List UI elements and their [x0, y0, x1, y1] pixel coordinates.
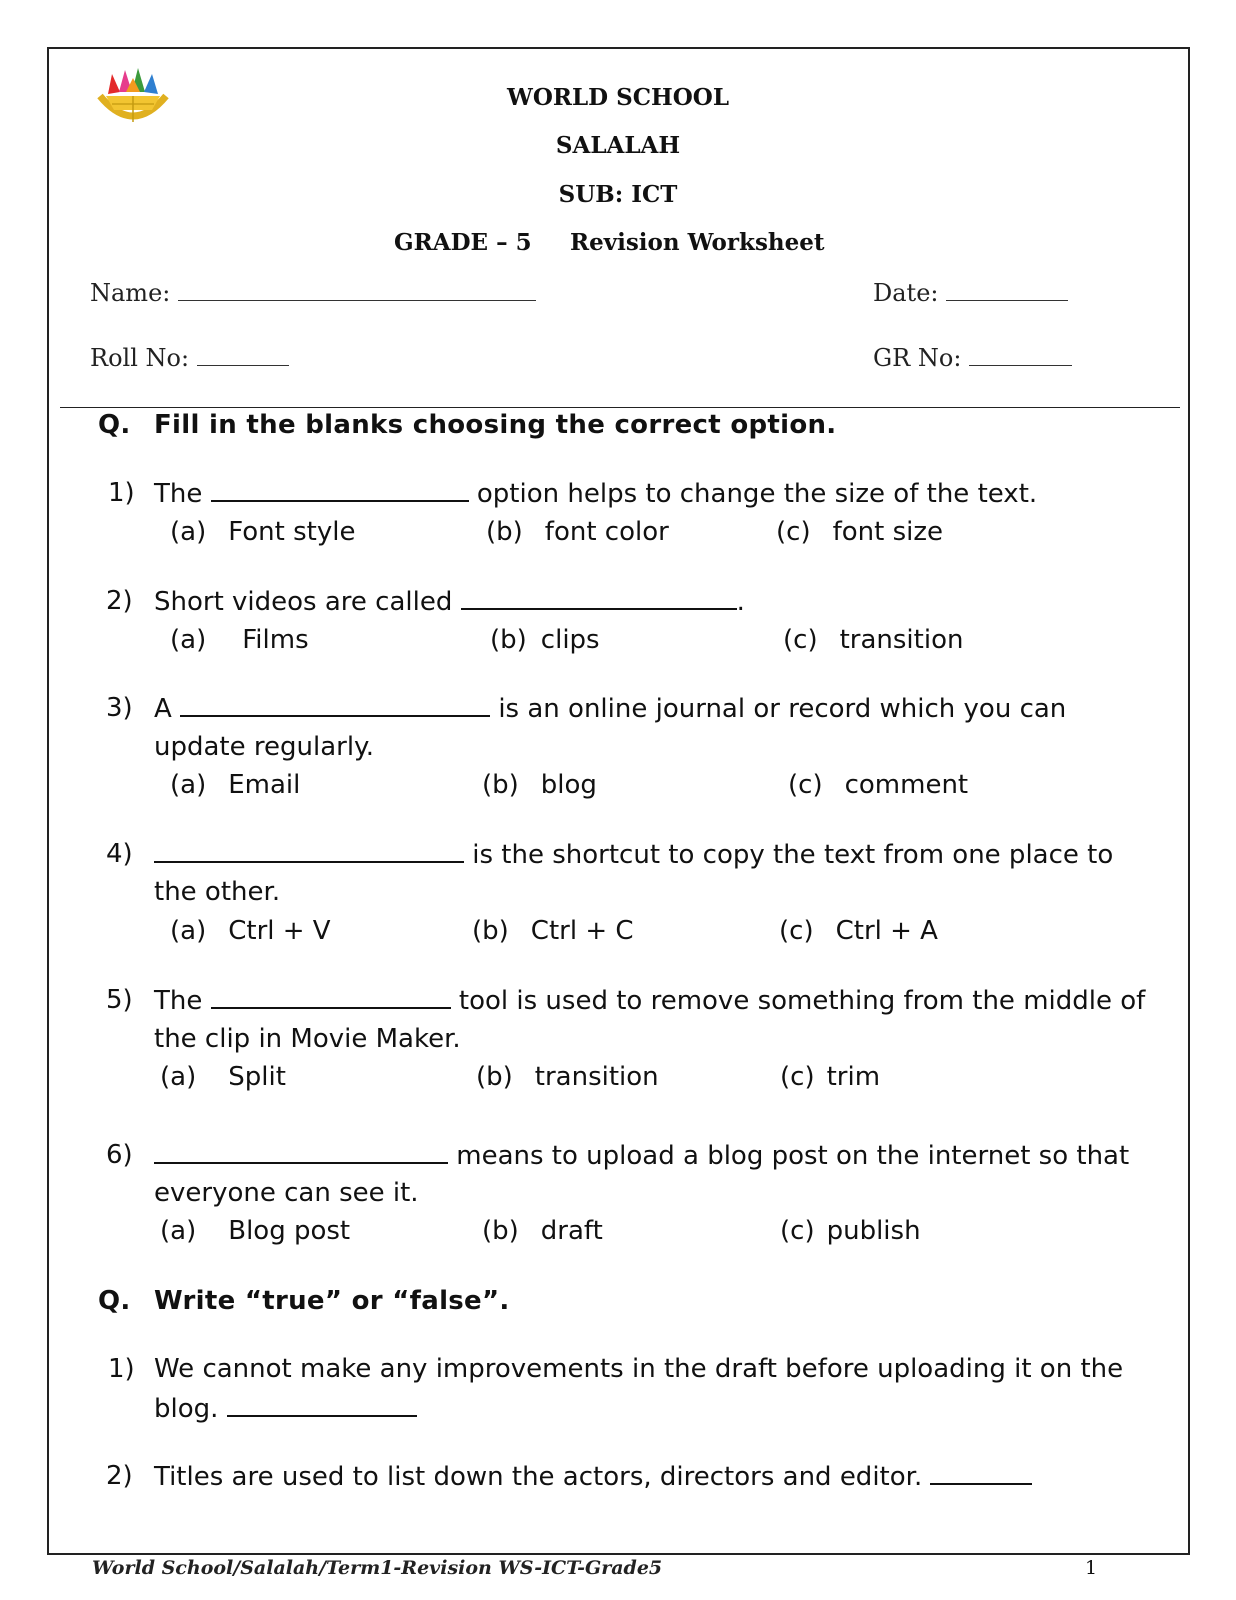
question-number: 6) — [106, 1140, 133, 1170]
worksheet-title: Revision Worksheet — [570, 229, 825, 256]
option-text: Font style — [228, 517, 356, 547]
option-text: Ctrl + A — [835, 916, 938, 946]
grade-label: GRADE – 5 — [394, 229, 532, 256]
option-c[interactable] — [779, 916, 938, 946]
question-4-continuation: the other. — [154, 877, 281, 907]
roll-field[interactable] — [90, 343, 289, 372]
answer-blank[interactable] — [211, 478, 469, 502]
question-4-text — [154, 839, 1113, 870]
option-letter: (c) — [783, 625, 818, 655]
option-b[interactable] — [482, 770, 597, 800]
option-text: draft — [540, 1216, 603, 1246]
option-a[interactable] — [170, 770, 300, 800]
question-text-post: is an online journal or record which you can — [498, 694, 1067, 724]
question-6-continuation: everyone can see it. — [154, 1178, 419, 1208]
option-letter: (a) — [170, 916, 207, 946]
question-3-text — [154, 693, 1066, 724]
tf-text-end: blog. — [154, 1394, 219, 1424]
question-number: 1) — [108, 478, 135, 508]
option-letter: (b) — [482, 1216, 519, 1246]
option-c[interactable] — [783, 625, 963, 655]
option-letter: (a) — [170, 517, 207, 547]
option-text: font size — [832, 517, 944, 547]
answer-blank[interactable] — [930, 1461, 1032, 1485]
option-text: publish — [826, 1216, 921, 1246]
option-text: clips — [540, 625, 600, 655]
answer-blank[interactable] — [180, 693, 490, 717]
subject-label: SUB: ICT — [558, 181, 678, 208]
option-text: transition — [534, 1062, 659, 1092]
option-text: Email — [228, 770, 301, 800]
gr-field[interactable] — [873, 343, 1072, 372]
option-letter: (b) — [482, 770, 519, 800]
option-text: Ctrl + V — [228, 916, 331, 946]
option-text: comment — [844, 770, 969, 800]
option-text: blog — [540, 770, 597, 800]
option-letter: (b) — [476, 1062, 513, 1092]
question-number: 2) — [106, 586, 133, 616]
option-letter: (c) — [780, 1062, 815, 1092]
question-text-post: is the shortcut to copy the text from one place to — [472, 840, 1114, 870]
school-name: WORLD SCHOOL — [507, 84, 729, 111]
tf-2-text — [154, 1461, 1032, 1492]
option-b[interactable] — [490, 625, 600, 655]
section-fill-blanks-heading — [98, 410, 836, 440]
answer-blank[interactable] — [227, 1393, 417, 1417]
section-title: Write “true” or “false”. — [154, 1286, 510, 1316]
question-text-pre: Short videos are called — [154, 587, 453, 617]
option-letter: (a) — [170, 770, 207, 800]
option-c[interactable] — [788, 770, 968, 800]
gr-blank[interactable] — [969, 343, 1072, 366]
footer-text: World School/Salalah/Term1-Revision WS-ICT-Grade5 — [92, 1557, 663, 1579]
page-border — [47, 47, 1190, 1555]
tf-1-text: We cannot make any improvements in the draft before uploading it on the — [154, 1354, 1124, 1384]
option-text: Ctrl + C — [530, 916, 634, 946]
question-5-continuation: the clip in Movie Maker. — [154, 1024, 461, 1054]
option-c[interactable] — [776, 517, 943, 547]
section-label: Q. — [98, 410, 131, 440]
option-text: transition — [839, 625, 964, 655]
option-letter: (c) — [788, 770, 823, 800]
question-number: 3) — [106, 693, 133, 723]
option-text: Blog post — [228, 1216, 351, 1246]
option-a[interactable] — [160, 1062, 286, 1092]
answer-blank[interactable] — [211, 985, 451, 1009]
tf-number: 1) — [108, 1354, 135, 1384]
answer-blank[interactable] — [154, 839, 464, 863]
roll-blank[interactable] — [197, 343, 289, 366]
header-divider — [60, 407, 1180, 408]
question-text-pre: The — [154, 479, 203, 509]
school-city: SALALAH — [555, 132, 681, 159]
question-text-post: option helps to change the size of the text. — [476, 479, 1038, 509]
option-c[interactable] — [780, 1216, 921, 1246]
question-text-post: means to upload a blog post on the internet so that — [456, 1141, 1130, 1171]
name-field[interactable] — [90, 278, 536, 307]
section-true-false-heading — [98, 1286, 510, 1316]
option-a[interactable] — [170, 517, 355, 547]
tf-text: Titles are used to list down the actors, directors and editor. — [154, 1462, 923, 1492]
option-b[interactable] — [486, 517, 669, 547]
question-number: 4) — [106, 839, 133, 869]
question-text-pre: A — [154, 694, 172, 724]
option-text: font color — [544, 517, 669, 547]
option-a[interactable] — [170, 625, 309, 655]
option-a[interactable] — [160, 1216, 350, 1246]
question-3-continuation: update regularly. — [154, 732, 374, 762]
section-title: Fill in the blanks choosing the correct option. — [154, 410, 837, 440]
question-text-pre: The — [154, 986, 203, 1016]
option-letter: (c) — [776, 517, 811, 547]
option-letter: (a) — [170, 625, 207, 655]
option-text: Split — [228, 1062, 286, 1092]
name-blank[interactable] — [178, 278, 536, 301]
question-2-text — [154, 586, 745, 617]
section-label: Q. — [98, 1286, 131, 1316]
question-text-post: tool is used to remove something from the middle of — [458, 986, 1146, 1016]
option-b[interactable] — [472, 916, 634, 946]
option-text: Films — [242, 625, 309, 655]
question-number: 5) — [106, 985, 133, 1015]
question-6-text — [154, 1140, 1129, 1171]
question-5-text — [154, 985, 1145, 1016]
page-number: 1 — [1085, 1557, 1098, 1579]
answer-blank[interactable] — [461, 586, 737, 610]
option-letter: (b) — [486, 517, 523, 547]
question-1-text — [154, 478, 1037, 509]
date-field[interactable] — [873, 278, 1068, 307]
answer-blank[interactable] — [154, 1140, 448, 1164]
option-letter: (c) — [780, 1216, 815, 1246]
option-letter: (b) — [472, 916, 509, 946]
tf-number: 2) — [106, 1461, 133, 1491]
option-letter: (a) — [160, 1216, 197, 1246]
name-label: Name: — [90, 279, 171, 307]
option-letter: (b) — [490, 625, 527, 655]
option-c[interactable] — [780, 1062, 880, 1092]
gr-label: GR No: — [873, 344, 962, 372]
option-letter: (c) — [779, 916, 814, 946]
roll-label: Roll No: — [90, 344, 190, 372]
option-letter: (a) — [160, 1062, 197, 1092]
option-b[interactable] — [482, 1216, 603, 1246]
question-text-post: . — [736, 587, 745, 617]
tf-1-continuation — [154, 1393, 417, 1424]
option-a[interactable] — [170, 916, 331, 946]
option-b[interactable] — [476, 1062, 659, 1092]
date-blank[interactable] — [946, 278, 1068, 301]
option-text: trim — [826, 1062, 881, 1092]
date-label: Date: — [873, 279, 939, 307]
